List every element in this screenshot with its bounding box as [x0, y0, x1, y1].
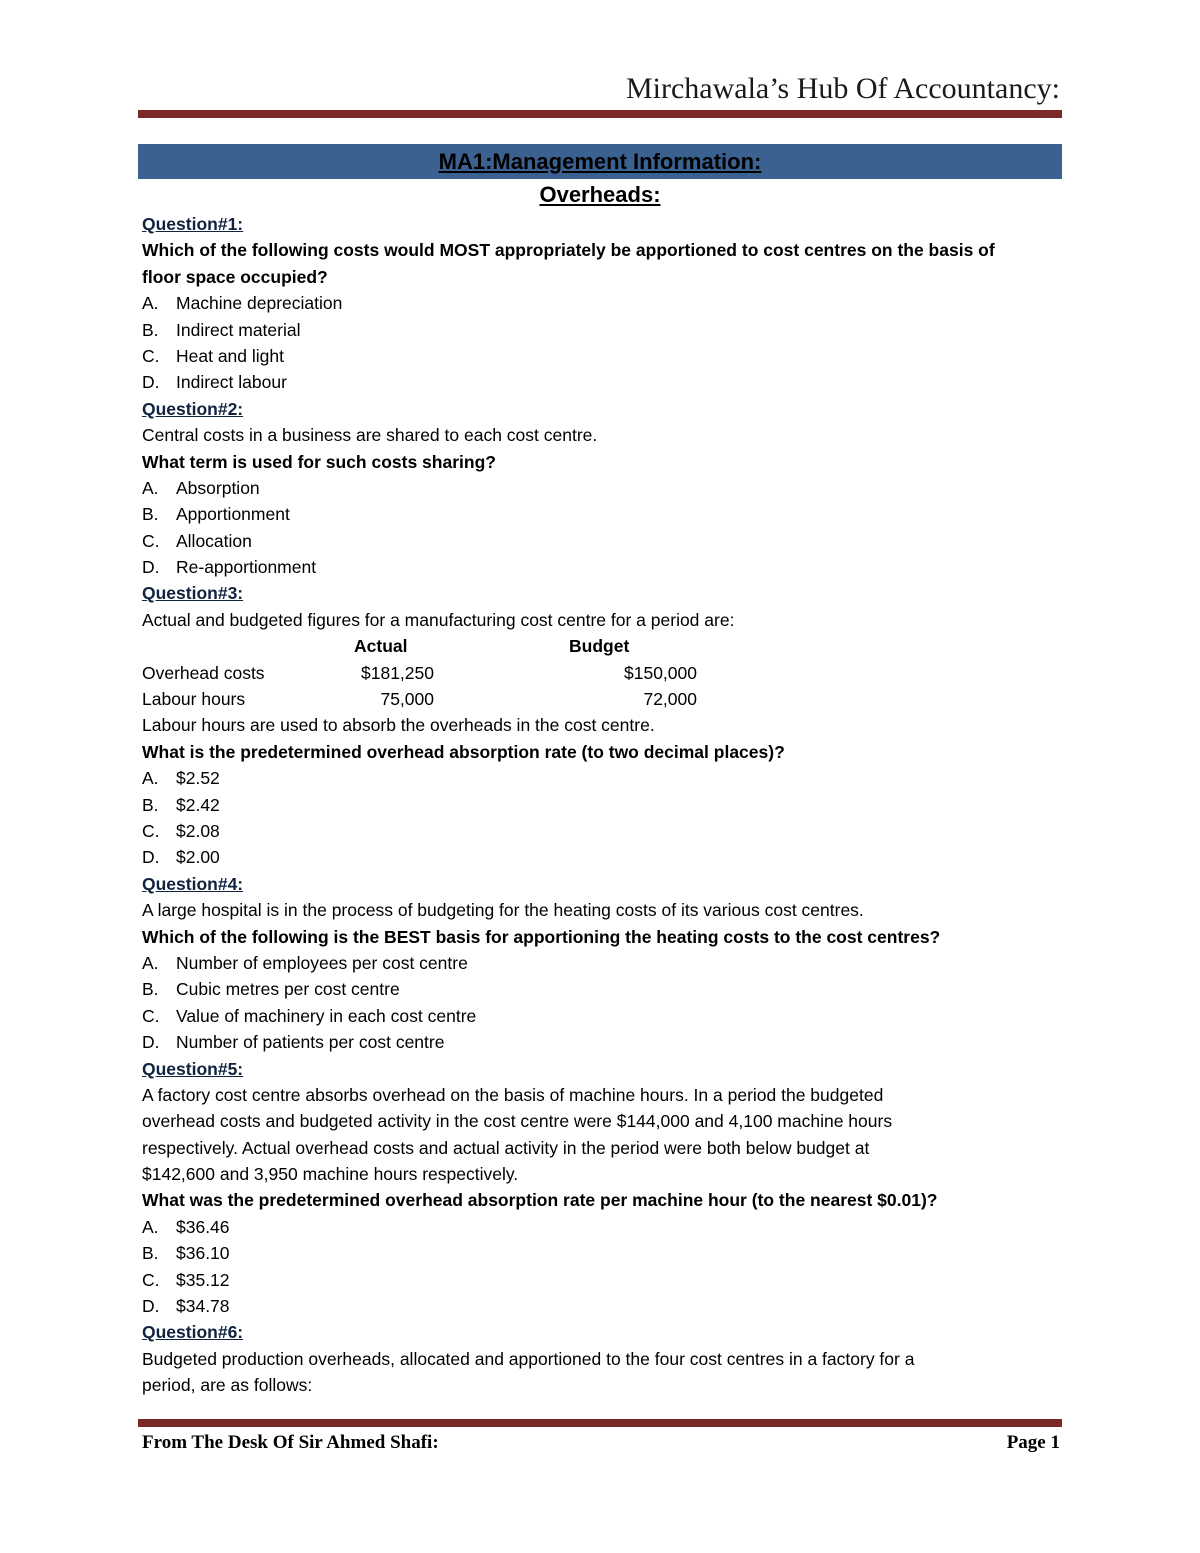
table-cell: $150,000 — [624, 662, 697, 683]
option-letter: B. — [142, 794, 159, 815]
figures-table-row — [142, 686, 1072, 712]
option-letter: B. — [142, 1243, 159, 1264]
option-text: Re-apportionment — [176, 557, 317, 578]
option-letter: D. — [142, 1296, 160, 1317]
question-prompt: What term is used for such costs sharing? — [142, 451, 496, 472]
option-text: Number of employees per cost centre — [176, 952, 468, 973]
answer-option — [142, 1029, 1072, 1055]
option-text: Apportionment — [176, 504, 290, 525]
option-text: $2.52 — [176, 768, 220, 789]
answer-option — [142, 343, 1072, 369]
option-letter: A. — [142, 768, 159, 789]
answer-option — [142, 317, 1072, 343]
option-text: Machine depreciation — [176, 293, 343, 314]
option-letter: D. — [142, 1032, 160, 1053]
option-text: $2.00 — [176, 847, 220, 868]
answer-option — [142, 369, 1072, 395]
option-text: Allocation — [176, 530, 252, 551]
question-text: respectively. Actual overhead costs and actual activity in the period were both below budget at — [142, 1137, 870, 1158]
question-prompt: floor space occupied? — [142, 266, 328, 287]
option-letter: C. — [142, 345, 160, 366]
table-header-cell — [142, 633, 342, 659]
question-text: Central costs in a business are shared to each cost centre. — [142, 425, 598, 446]
option-letter: D. — [142, 557, 160, 578]
option-text: Indirect labour — [176, 372, 287, 393]
option-letter: A. — [142, 1216, 159, 1237]
question-text: A factory cost centre absorbs overhead on the basis of machine hours. In a period the budgeted — [142, 1084, 884, 1105]
option-text: $36.46 — [176, 1216, 230, 1237]
answer-option — [142, 818, 1072, 844]
table-cell: Overhead costs — [142, 662, 265, 683]
question-content — [142, 211, 1072, 1399]
table-header-cell: Budget — [569, 636, 630, 657]
option-text: $2.08 — [176, 820, 220, 841]
footer-rule — [138, 1419, 1062, 1427]
page-number: Page 1 — [1006, 1432, 1060, 1453]
answer-option — [142, 528, 1072, 554]
question-prompt: Which of the following costs would MOST appropriately be apportioned to cost centres on the basis of — [142, 240, 995, 261]
option-letter: B. — [142, 319, 159, 340]
question-text: A large hospital is in the process of budgeting for the heating costs of its various cost centres. — [142, 900, 864, 921]
figures-table-header — [142, 633, 1072, 659]
option-text: Cubic metres per cost centre — [176, 979, 400, 1000]
answer-option — [142, 950, 1072, 976]
question-text: overhead costs and budgeted activity in the cost centre were $144,000 and 4,100 machine hours — [142, 1111, 893, 1132]
header-title: Mirchawala’s Hub Of Accountancy: — [625, 72, 1060, 105]
table-cell: Labour hours — [142, 689, 246, 710]
answer-option — [142, 792, 1072, 818]
question-block — [142, 580, 1072, 870]
question-prompt: What is the predetermined overhead absorption rate (to two decimal places)? — [142, 741, 785, 762]
option-letter: C. — [142, 1269, 160, 1290]
table-cell: 75,000 — [380, 689, 434, 710]
table-cell: 72,000 — [643, 689, 697, 710]
answer-option — [142, 976, 1072, 1002]
question-label: Question#5: — [142, 1058, 244, 1079]
figures-table-row — [142, 660, 1072, 686]
question-label: Question#4: — [142, 873, 244, 894]
option-text: $35.12 — [176, 1269, 230, 1290]
option-text: $34.78 — [176, 1296, 230, 1317]
question-block — [142, 1319, 1072, 1398]
question-text: Actual and budgeted figures for a manufacturing cost centre for a period are: — [142, 609, 735, 630]
footer-author: From The Desk Of Sir Ahmed Shafi: — [142, 1432, 439, 1453]
table-cell: $181,250 — [361, 662, 434, 683]
option-letter: C. — [142, 820, 160, 841]
option-text: Absorption — [176, 477, 260, 498]
question-block — [142, 871, 1072, 1056]
question-block — [142, 396, 1072, 581]
option-letter: B. — [142, 979, 159, 1000]
answer-option — [142, 765, 1072, 791]
option-letter: B. — [142, 504, 159, 525]
table-header-cell: Actual — [354, 636, 408, 657]
question-text: Budgeted production overheads, allocated and apportioned to the four cost centres in a factory for a — [142, 1348, 915, 1369]
answer-option — [142, 1240, 1072, 1266]
topic-title: Overheads: — [539, 182, 661, 207]
question-block — [142, 211, 1072, 396]
answer-option — [142, 554, 1072, 580]
option-text: Heat and light — [176, 345, 284, 366]
answer-option — [142, 1293, 1072, 1319]
header-rule — [138, 110, 1062, 118]
option-letter: D. — [142, 372, 160, 393]
course-banner: MA1:Management Information: — [138, 144, 1062, 179]
option-letter: C. — [142, 530, 160, 551]
option-text: Indirect material — [176, 319, 301, 340]
question-prompt: What was the predetermined overhead absorption rate per machine hour (to the nearest $0.01)? — [142, 1190, 938, 1211]
option-letter: A. — [142, 293, 159, 314]
question-label: Question#6: — [142, 1322, 244, 1343]
option-letter: C. — [142, 1005, 160, 1026]
answer-option — [142, 475, 1072, 501]
option-text: Value of machinery in each cost centre — [176, 1005, 477, 1026]
option-text: Number of patients per cost centre — [176, 1032, 445, 1053]
option-letter: A. — [142, 477, 159, 498]
question-text: Labour hours are used to absorb the overheads in the cost centre. — [142, 715, 655, 736]
answer-option — [142, 1003, 1072, 1029]
option-text: $2.42 — [176, 794, 220, 815]
question-block — [142, 1056, 1072, 1320]
question-label: Question#3: — [142, 583, 244, 604]
question-label: Question#2: — [142, 398, 244, 419]
question-prompt: Which of the following is the BEST basis for apportioning the heating costs to the cost centres? — [142, 926, 941, 947]
question-text: $142,600 and 3,950 machine hours respectively. — [142, 1164, 519, 1185]
answer-option — [142, 844, 1072, 870]
answer-option — [142, 501, 1072, 527]
question-label: Question#1: — [142, 214, 244, 234]
question-text: period, are as follows: — [142, 1375, 313, 1396]
answer-option — [142, 290, 1072, 316]
option-text: $36.10 — [176, 1243, 230, 1264]
answer-option — [142, 1214, 1072, 1240]
option-letter: A. — [142, 952, 159, 973]
answer-option — [142, 1267, 1072, 1293]
option-letter: D. — [142, 847, 160, 868]
